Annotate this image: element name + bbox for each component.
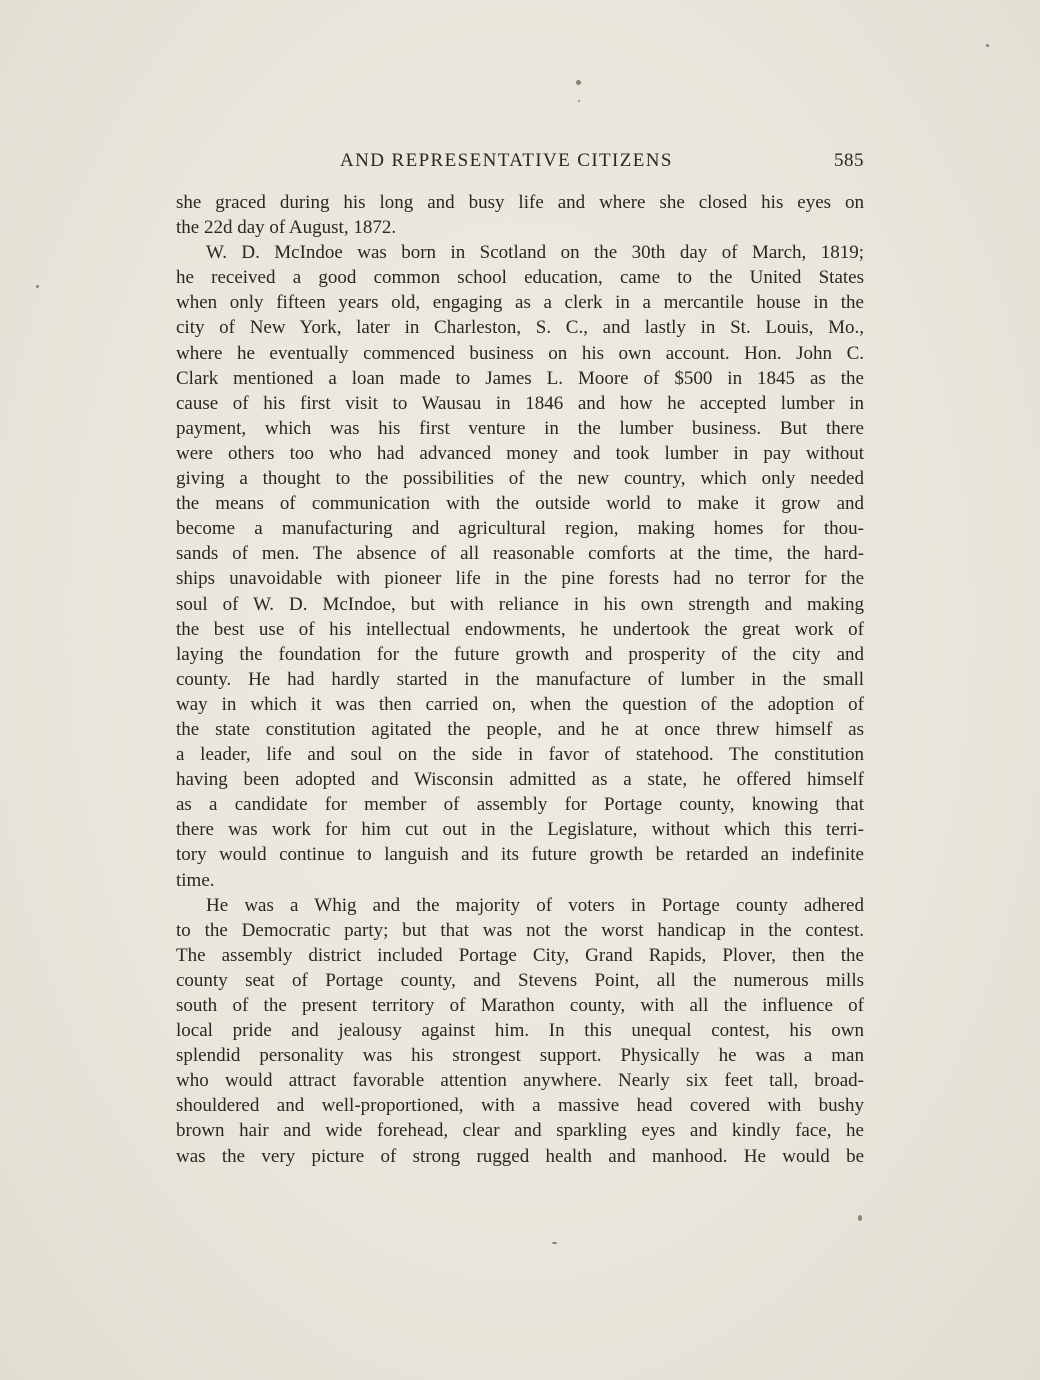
text-line: the means of communication with the outside world to make it grow and (176, 493, 864, 515)
text-line: He was a Whig and the majority of voters in Portage county adhered (206, 894, 864, 916)
text-line: tory would continue to languish and its future growth be retarded an indefinite (176, 844, 864, 866)
body-text (176, 190, 864, 1169)
text-line: there was work for him cut out in the Legislature, without which this terri- (176, 819, 864, 841)
text-line: she graced during his long and busy life and where she closed his eyes on (176, 192, 864, 213)
text-line: a leader, life and soul on the side in favor of statehood. The constitution (176, 744, 864, 766)
text-line: cause of his first visit to Wausau in 1846 and how he accepted lumber in (176, 392, 864, 414)
text-line: way in which it was then carried on, when the question of the adoption of (176, 693, 864, 715)
page-header (176, 150, 864, 176)
text-line: giving a thought to the possibilities of the new country, which only needed (176, 468, 864, 490)
text-line: local pride and jealousy against him. In this unequal contest, his own (176, 1020, 864, 1042)
text-line: the state constitution agitated the people, and he at once threw himself as (176, 718, 864, 740)
paragraph (176, 240, 864, 892)
text-line: when only fifteen years old, engaging as a clerk in a mercantile house in the (176, 292, 864, 314)
text-line: county seat of Portage county, and Stevens Point, all the numerous mills (176, 969, 864, 991)
text-line: he received a good common school education, came to the United States (176, 267, 864, 289)
paper-speck (578, 100, 580, 102)
text-line: time. (176, 869, 215, 891)
page-number: 585 (834, 150, 864, 171)
text-line: The assembly district included Portage City, Grand Rapids, Plover, then the (176, 944, 864, 966)
paragraph (176, 893, 864, 1169)
text-line: shouldered and well-proportioned, with a massive head covered with bushy (176, 1095, 864, 1117)
text-line: ships unavoidable with pioneer life in the pine forests had no terror for the (176, 568, 864, 590)
text-line: Clark mentioned a loan made to James L. Moore of $500 in 1845 as the (176, 367, 864, 389)
paper-speck (986, 44, 989, 47)
paragraph (176, 190, 864, 240)
paper-speck (858, 1215, 862, 1221)
running-head: AND REPRESENTATIVE CITIZENS (340, 150, 673, 171)
text-line: the best use of his intellectual endowments, he undertook the great work of (176, 618, 864, 640)
paper-speck (36, 285, 39, 288)
text-line: to the Democratic party; but that was not the worst handicap in the contest. (176, 919, 864, 941)
text-line: brown hair and wide forehead, clear and sparkling eyes and kindly face, he (176, 1120, 864, 1142)
text-line: payment, which was his first venture in the lumber business. But there (176, 417, 864, 439)
text-line: was the very picture of strong rugged health and manhood. He would be (176, 1145, 864, 1167)
text-line: the 22d day of August, 1872. (176, 217, 397, 239)
text-line: splendid personality was his strongest support. Physically he was a man (176, 1045, 864, 1067)
paper-speck (576, 80, 581, 85)
text-line: having been adopted and Wisconsin admitted as a state, he offered himself (176, 769, 864, 791)
text-line: county. He had hardly started in the manufacture of lumber in the small (176, 668, 864, 690)
text-line: were others too who had advanced money and took lumber in pay without (176, 442, 864, 464)
text-line: sands of men. The absence of all reasonable comforts at the time, the hard- (176, 543, 864, 565)
text-line: who would attract favorable attention anywhere. Nearly six feet tall, broad- (176, 1070, 864, 1092)
text-line: W. D. McIndoe was born in Scotland on the 30th day of March, 1819; (206, 242, 864, 264)
text-line: as a candidate for member of assembly for Portage county, knowing that (176, 794, 864, 816)
text-line: laying the foundation for the future growth and prosperity of the city and (176, 643, 864, 665)
paper-speck (552, 1242, 557, 1244)
text-line: become a manufacturing and agricultural region, making homes for thou- (176, 518, 864, 540)
text-line: south of the present territory of Marathon county, with all the influence of (176, 995, 864, 1016)
text-line: where he eventually commenced business on his own account. Hon. John C. (176, 342, 864, 364)
text-line: city of New York, later in Charleston, S. C., and lastly in St. Louis, Mo., (176, 317, 864, 339)
text-line: soul of W. D. McIndoe, but with reliance in his own strength and making (176, 593, 864, 615)
